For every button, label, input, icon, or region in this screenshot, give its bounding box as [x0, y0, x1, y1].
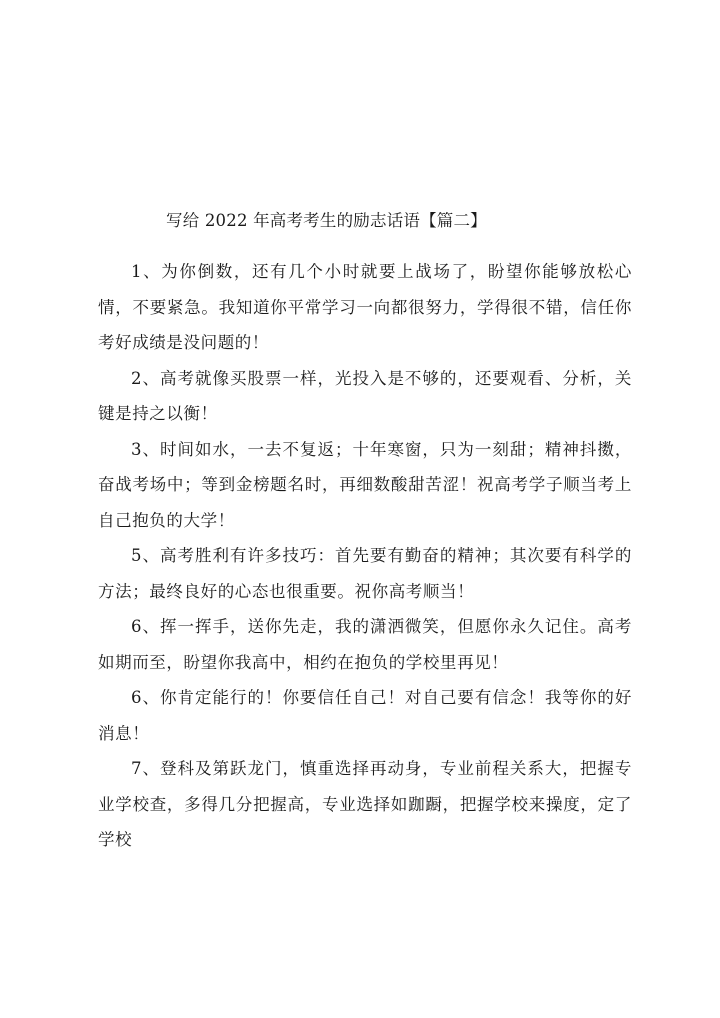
paragraph-4: 5、高考胜利有许多技巧：首先要有勤奋的精神；其次要有科学的方法；最终良好的心态也很重要。祝你高考顺当！ [98, 546, 632, 601]
paragraph-3: 3、时间如水，一去不复返；十年寒窗，只为一刻甜；精神抖擞，奋战考场中；等到金榜题名时，再细数酸甜苦涩！祝高考学子顺当考上自己抱负的大学！ [98, 439, 632, 530]
document-body [98, 254, 632, 858]
paragraph-1: 1、为你倒数，还有几个小时就要上战场了，盼望你能够放松心情，不要紧急。我知道你平常学习一向都很努力，学得很不错，信任你考好成绩是没问题的！ [98, 262, 632, 352]
document-title: 写给 2022 年高考考生的励志话语【篇二】 [166, 211, 487, 230]
paragraph-6: 6、你肯定能行的！你要信任自己！对自己要有信念！我等你的好消息！ [98, 688, 632, 743]
paragraph-5: 6、挥一挥手，送你先走，我的潇洒微笑，但愿你永久记住。高考如期而至，盼望你我高中，相约在抱负的学校里再见！ [98, 617, 632, 672]
paragraph-2: 2、高考就像买股票一样，光投入是不够的，还要观看、分析，关键是持之以衡！ [98, 368, 632, 423]
paragraph-7: 7、登科及第跃龙门，慎重选择再动身，专业前程关系大，把握专业学校查，多得几分把握高，专业选择如跏蹰，把握学校来操度，定了学校 [98, 759, 632, 849]
